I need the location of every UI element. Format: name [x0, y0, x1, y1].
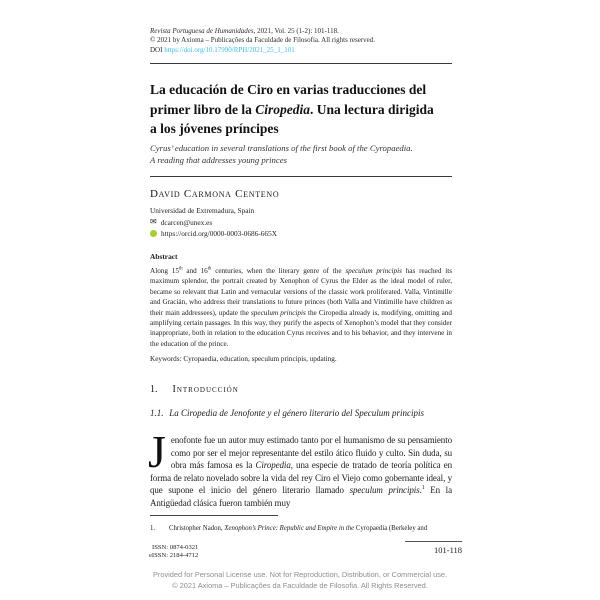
- subsection-heading-1-1: [150, 408, 452, 418]
- section-heading-1: [150, 384, 452, 395]
- license-line-1: Provided for Personal License use. Not for Reproduction, Distribution, or Commercial use.: [152, 570, 448, 579]
- title-divider: [150, 176, 452, 177]
- footnote-number: 1.: [150, 525, 156, 532]
- abstract-block: [150, 252, 452, 363]
- page-range-block: [405, 541, 462, 555]
- header-divider: [150, 63, 452, 64]
- article-subtitle-english: Cyrus’ education in several translations of the first book of the Cyropaedia. A reading that addresses young princes: [150, 143, 413, 165]
- author-affiliation: Universidad de Extremadura, Spain: [150, 206, 255, 215]
- author-block: [150, 188, 452, 241]
- body-paragraph: [148, 426, 452, 509]
- footnote-divider: [150, 515, 278, 516]
- email-icon: ✉: [150, 217, 157, 226]
- license-notice: [0, 570, 600, 591]
- dropcap-letter: J: [148, 426, 166, 477]
- article-title: La educación de Ciro en varias traducciones del primer libro de la Ciropedia. Una lectura dirigida a los jóvenes príncipes: [150, 82, 434, 136]
- doi-link[interactable]: https://doi.org/10.17990/RPH/2021_25_1_101: [164, 45, 295, 54]
- author-name: David Carmona Centeno: [150, 188, 280, 200]
- abstract-heading: Abstract: [150, 252, 178, 261]
- author-email-line: [150, 218, 452, 227]
- issn-block: [149, 544, 198, 560]
- doi-label: DOI: [150, 45, 163, 54]
- orcid-link[interactable]: https://orcid.org/0000-0003-0686-665X: [161, 229, 277, 238]
- footnote: [150, 524, 452, 533]
- issn: ISSN: 0874-0321: [152, 544, 199, 551]
- subsection-number: 1.1.: [150, 408, 164, 418]
- keywords: Keywords: Cyropaedia, education, speculum principis, updating.: [150, 355, 337, 364]
- footnote-text: Christopher Nadon, Xenophon’s Prince: Republic and Empire in the Cyropaedia (Berkeley and: [169, 525, 428, 532]
- subsection-label: La Ciropedia de Jenofonte y el género literario del Speculum principis: [169, 408, 425, 418]
- license-line-2: © 2021 Axioma – Publicações da Faculdade de Filosofia. All Rights Reserved.: [172, 580, 428, 590]
- section-number: 1.: [150, 384, 158, 395]
- body-text: enofonte fue un autor muy estimado tanto por el humanismo de su pensamiento como por ser el mejor representante del estilo ático fluido y culto. Sin duda, su obra más famosa es la Ciropedia, una especie de tratado de teoría política en forma de relato novelado sobre la vida del rey Ciro el Viejo como gobernante ideal, y que supone el inicio del género literario llamado speculum principis.$^1$ En la Antigüedad clásica fueron también muy: [150, 435, 452, 508]
- author-email[interactable]: dcarcen@unex.es: [160, 217, 213, 227]
- eissn: eISSN: 2184-4712: [149, 551, 199, 559]
- journal-copyright: © 2021 by Axioma – Publicações da Faculdade de Filosofia. All rights reserved.: [150, 36, 375, 45]
- page-range: 101-118: [433, 545, 462, 555]
- abstract-text: Along 15th and 16th centuries, when the literary genre of the speculum principis has reached its maximum splendor, the portrait created by Xenophon of Cyrus the Elder as the ideal model of ruler, became so relevant that Latin and vernacular versions of the classic work proliferated. Valla, Vintimille and Gracián, who address their translations to future princes (both Valla and Vintimille have children as their main addressees), update the speculum principis the Ciropedia already is, modifying, omitting and amplifying certain passages. In this way, they purify the aspects of Xenophon’s model that they consider inappropriate, both in relation to the education Cyrus receives and to his behavior, and they intervene in the education of the prince.: [150, 266, 453, 348]
- orcid-icon: [150, 230, 157, 237]
- journal-doi-line: [150, 46, 452, 55]
- journal-citation: Revista Portuguesa de Humanidades, 2021, Vol. 25 (1-2): 101-118.: [150, 27, 339, 35]
- page-range-divider: [405, 541, 462, 542]
- journal-header: [150, 27, 452, 55]
- section-label: Introducción: [172, 384, 239, 395]
- author-orcid-line: [150, 229, 452, 238]
